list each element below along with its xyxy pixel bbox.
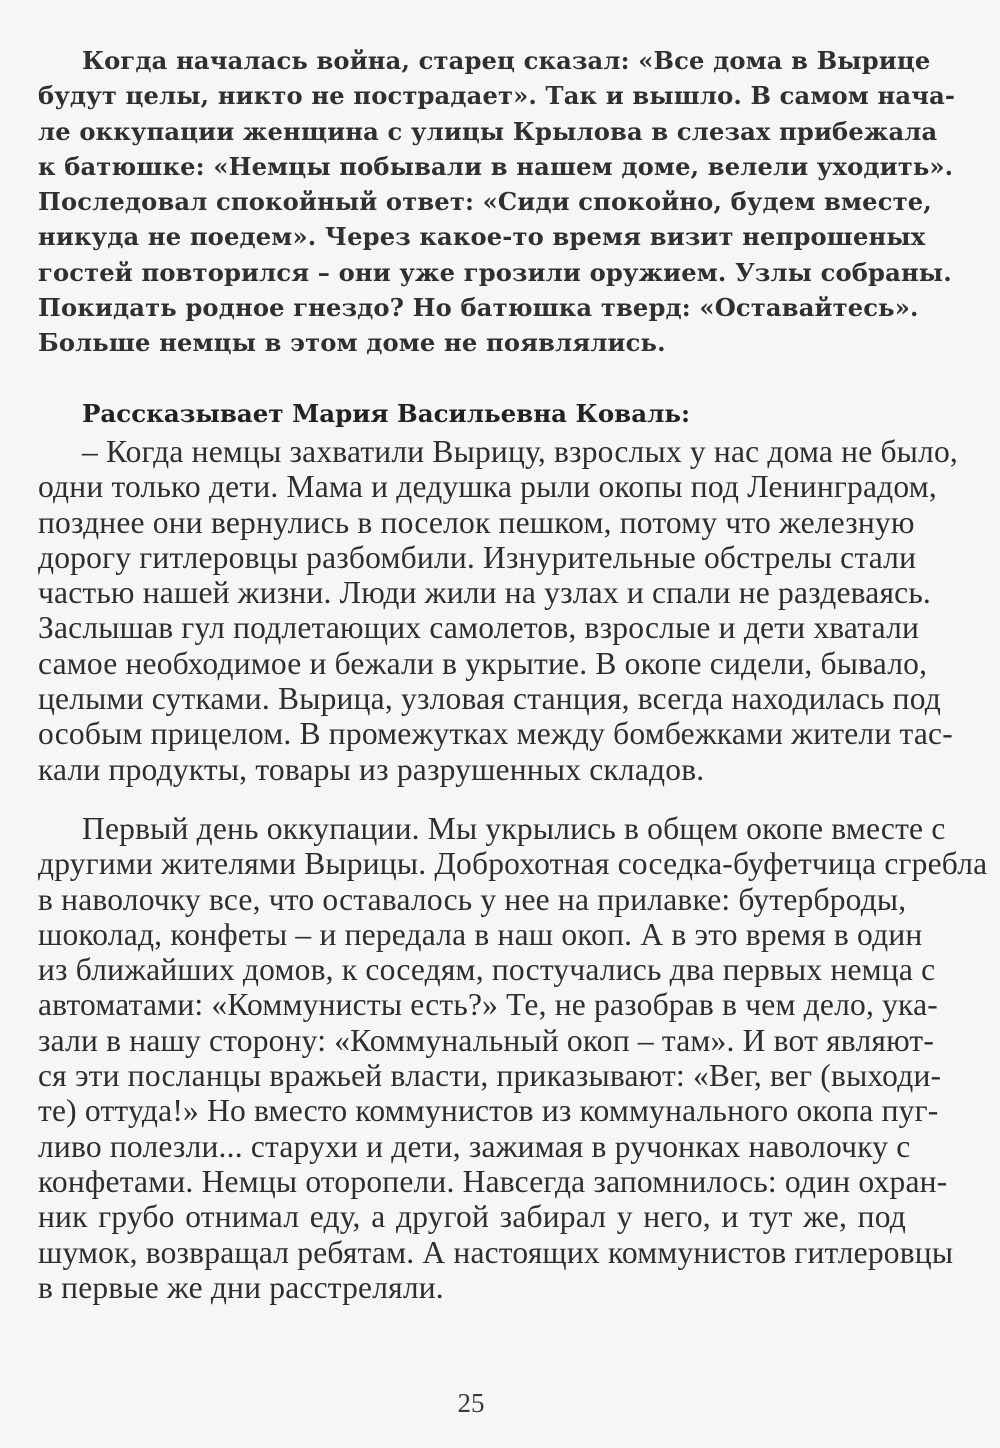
text-line: позднее они вернулись в поселок пешком, потому что железную: [38, 504, 915, 540]
text-line: гостей повторился – они уже грозили оружием. Узлы собраны.: [38, 257, 952, 287]
text-line: Последовал спокойный ответ: «Сиди спокойно, будем вместе,: [38, 187, 932, 217]
text-line: Заслышав гул подлетающих самолетов, взрослые и дети хватали: [38, 610, 920, 646]
text-line: шумок, возвращал ребятам. А настоящих коммунистов гитлеровцы: [38, 1234, 954, 1270]
text-line: особым прицелом. В промежутках между бомбежками жители тас-: [38, 716, 953, 752]
text-line: никуда не поедем». Через какое-то время визит непрошеных: [38, 222, 926, 252]
text-line: самое необходимое и бежали в укрытие. В окопе сидели, бывало,: [38, 645, 928, 681]
text-line: дорогу гитлеровцы разбомбили. Изнурительные обстрелы стали: [38, 539, 917, 575]
text-line: другими жителями Вырицы. Доброхотная соседка-буфетчица сгребла: [38, 846, 988, 882]
text-line: шоколад, конфеты – и передала в наш окоп. А в это время в один: [38, 916, 923, 952]
text-line: те) оттуда!» Но вместо коммунистов из коммунального окопа пуг-: [38, 1093, 939, 1129]
text-line: конфетами. Немцы оторопели. Навсегда запомнилось: один охран-: [38, 1163, 948, 1199]
page-number: 25: [457, 1388, 485, 1418]
text-line: из ближайших домов, к соседям, постучались два первых немца с: [38, 952, 936, 988]
text-line: целыми сутками. Вырица, узловая станция, всегда находилась под: [38, 681, 942, 717]
intro-paragraph: [38, 43, 956, 361]
section-heading: Рассказывает Мария Васильевна Коваль:: [82, 399, 691, 428]
text-line: ливо полезли... старухи и дети, зажимая в ручонках наволочку с: [38, 1128, 911, 1164]
text-line: Больше немцы в этом доме не появлялись.: [38, 328, 666, 358]
text-line: зали в нашу сторону: «Коммунальный окоп – там». И вот являют-: [38, 1022, 935, 1058]
text-line: – Когда немцы захватили Вырицу, взрослых у нас дома не было,: [82, 434, 958, 469]
text-line: кали продукты, товары из разрушенных складов.: [38, 751, 705, 787]
text-line: в первые же дни расстреляли.: [38, 1269, 444, 1305]
story-paragraph-2: [38, 811, 988, 1305]
text-line: Первый день оккупации. Мы укрылись в общем окопе вместе с: [82, 811, 946, 846]
text-line: частью нашей жизни. Люди жили на узлах и спали не раздеваясь.: [38, 575, 932, 611]
text-line: ся эти посланцы вражьей власти, приказывают: «Вег, вег (выходи-: [38, 1058, 942, 1094]
text-line: Когда началась война, старец сказал: «Все дома в Вырице: [82, 46, 931, 75]
story-paragraph-1: [38, 434, 958, 787]
text-line: автоматами: «Коммунисты есть?» Те, не разобрав в чем дело, ука-: [38, 987, 938, 1023]
text-line: одни только дети. Мама и дедушка рыли окопы под Ленинградом,: [38, 469, 937, 505]
text-line: Покидать родное гнездо? Но батюшка тверд: «Оставайтесь».: [38, 293, 919, 323]
text-line: ле оккупации женщина с улицы Крылова в слезах прибежала: [38, 116, 938, 146]
text-line: к батюшке: «Немцы побывали в нашем доме, велели уходить».: [38, 151, 954, 181]
text-line: в наволочку все, что оставалось у нее на прилавке: бутерброды,: [38, 881, 907, 917]
text-line: будут целы, никто не пострадает». Так и вышло. В самом нача-: [38, 81, 956, 111]
text-line: ник грубо отнимал еду, а другой забирал у него, и тут же, под: [38, 1199, 906, 1235]
